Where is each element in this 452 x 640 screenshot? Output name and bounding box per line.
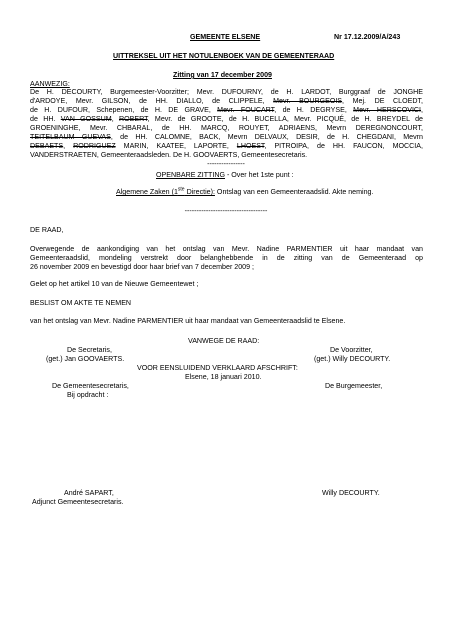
absent-member: Mevr. FOUCART xyxy=(217,106,275,114)
document-title: UITTREKSEL UIT HET NOTULENBOEK VAN DE GEMEENTERAAD xyxy=(113,52,335,60)
absent-member: Mevr. HERSCOVICI xyxy=(353,106,422,114)
absent-member: VAN GOSSUM xyxy=(60,115,112,123)
public-session-heading: OPENBARE ZITTING - Over het 1ste punt : xyxy=(156,171,294,179)
absent-member: LHOEST xyxy=(236,142,265,150)
secretary-title: De Secretaris, xyxy=(67,346,112,354)
absent-member: ROBERT xyxy=(118,115,148,123)
attendance-line-7: DEBAETS, RODRIGUEZ MARIN, KAATEE, LAPORTE, LHOEST, PITROIPA, de HH. FAUCON, MOCCIA, xyxy=(30,142,423,150)
document-reference: Nr 17.12.2009/A/243 xyxy=(334,33,401,41)
attendance-line-3: de H. DUFOUR, Schepenen, de H. DE GRAVE, Mevr. FOUCART, de H. DEGRYSE, Mevr. HERSCOVICI, xyxy=(30,106,423,114)
attendance-label: AANWEZIG: xyxy=(30,80,70,88)
consideration-line-2: Gemeenteraadslid, mondeling verstrekt door belanghebbende in de zitting van de Gemeenteraad op xyxy=(30,254,423,262)
attendance-line-5: GROENINGHE, Mevr. CHBARAL, de HH. MARCQ, ROUYET, ADRIAENS, Mevrn DEREGNONCOURT, xyxy=(30,124,423,132)
mayor-title: De Burgemeester, xyxy=(325,382,383,390)
separator-long: ----------------------------------- xyxy=(184,207,268,215)
secretary-name: (get.) Jan GOOVAERTS. xyxy=(46,355,125,363)
council-signature-heading: VANWEGE DE RAAD: xyxy=(188,337,260,345)
separator-short: ---------------- xyxy=(207,160,245,168)
absent-member: RODRIGUEZ xyxy=(73,142,116,150)
absent-member: DEBAETS xyxy=(30,142,64,150)
chair-title: De Voorzitter, xyxy=(330,346,373,354)
decision-text: van het ontslag van Mevr. Nadine PARMENTIER uit haar mandaat van Gemeenteraadslid te Elsene. xyxy=(30,317,346,325)
signer-right-name: Willy DECOURTY. xyxy=(322,489,380,497)
consideration-line-3: 26 november 2009 en bevestigd door haar brief van 7 december 2009 ; xyxy=(30,263,254,271)
attendance-line-2: d'ARDOYE, Mevr. GILSON, de HH. DIALLO, de CLIPPELE, Mevr. BOURGEOIS, Mej. DE CLOEDT, xyxy=(30,97,423,105)
attendance-line-1: De H. DECOURTY, Burgemeester-Voorzitter; Mevr. DUFOURNY, de H. LARDOT, Burggraaf de JONGHE xyxy=(30,88,423,96)
agenda-item: Algemene Zaken (1ste Directie): Ontslag van een Gemeenteraadslid. Akte neming. xyxy=(116,186,374,196)
decision-heading: BESLIST OM AKTE TE NEMEN xyxy=(30,299,132,307)
council-heading: DE RAAD, xyxy=(30,226,64,234)
by-order-label: Bij opdracht : xyxy=(67,391,109,399)
certified-copy-heading: VOOR EENSLUIDEND VERKLAARD AFSCHRIFT: xyxy=(137,364,298,372)
municipality-name: GEMEENTE ELSENE xyxy=(190,33,261,41)
legal-basis: Gelet op het artikel 10 van de Nieuwe Gemeentewet ; xyxy=(30,280,199,288)
signer-left-name: André SAPART, xyxy=(64,489,114,497)
session-date: Zitting van 17 december 2009 xyxy=(173,71,272,79)
consideration-line-1: Overwegende de aankondiging van het ontslag van Mevr. Nadine PARMENTIER uit haar mandaat van xyxy=(30,245,423,253)
signer-left-title: Adjunct Gemeentesecretaris. xyxy=(32,498,124,506)
municipal-secretary-title: De Gemeentesecretaris, xyxy=(52,382,129,390)
absent-member: Mevr. BOURGEOIS xyxy=(273,97,343,105)
absent-member: TEITELBAUM GUEVAS xyxy=(30,133,111,141)
attendance-line-4: de HH. VAN GOSSUM, ROBERT, Mevr. de GROOTE, de H. BUCELLA, Mevr. PICQUÉ, de H. BREYDEL de xyxy=(30,115,423,123)
attendance-line-6: TEITELBAUM GUEVAS, de HH. CALOMNE, BACK, Mevrn DELVAUX, DESIR, de H. CHEGDANI, Mevrn xyxy=(30,133,423,141)
chair-name: (get.) Willy DECOURTY. xyxy=(314,355,391,363)
place-date: Elsene, 18 januari 2010. xyxy=(185,373,262,381)
attendance-line-8: VANDERSTRAETEN, Gemeenteraadsleden. De H. GOOVAERTS, Gemeentesecretaris. xyxy=(30,151,308,159)
